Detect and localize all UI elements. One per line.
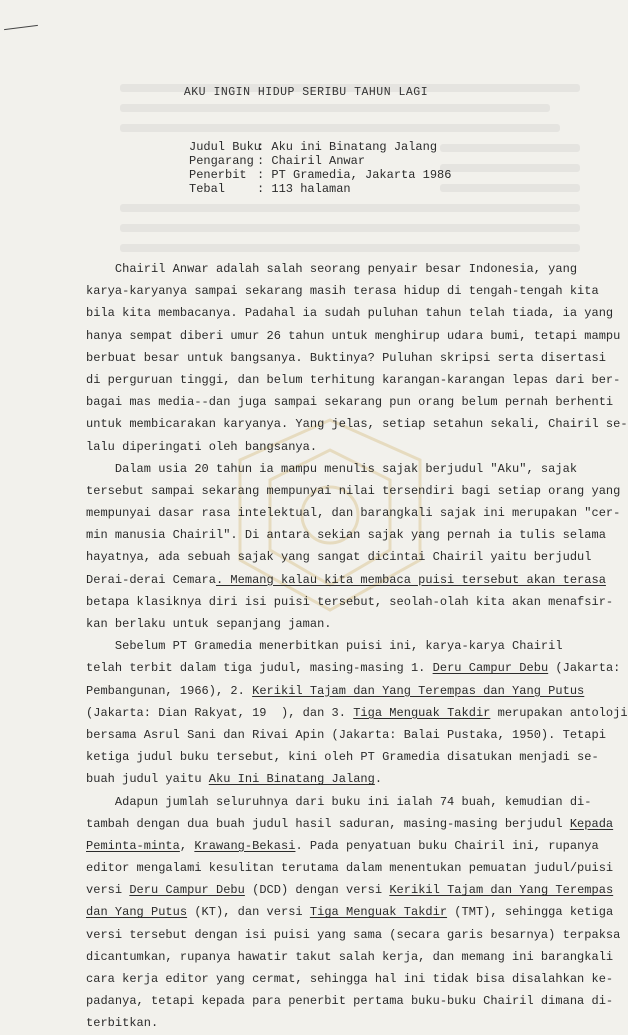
- text-segment: berbuat besar untuk bangsanya. Buktinya? Puluhan skripsi serta disertasi: [86, 350, 606, 365]
- text-segment: (Jakarta: Dian Rakyat, 19 ), dan 3.: [86, 705, 354, 720]
- text-segment: .: [374, 772, 383, 787]
- text-segment: Derai-derai Cemara: [86, 572, 216, 587]
- bleed-through: [440, 184, 580, 192]
- text-segment: bila kita membacanya. Padahal ia sudah puluhan tahun telah tiada, ia yang: [86, 306, 614, 321]
- text-segment: Chairil Anwar adalah salah seorang penyair besar Indonesia, yang: [86, 262, 578, 276]
- text-segment: hayatnya, ada sebuah sajak yang sangat dicintai Chairil yaitu berjudul: [86, 550, 592, 565]
- text-segment: ketiga judul buku tersebut, kini oleh PT Gramedia disatukan menjadi se-: [86, 750, 599, 765]
- book-info-row: [189, 140, 451, 154]
- text-line: [86, 901, 614, 923]
- text-line: [86, 347, 606, 369]
- text-segment: untuk membicarakan karyanya. Yang jelas, setiap setahun sekali, Chairil se-: [86, 417, 628, 432]
- book-info-key: Judul Buku: [189, 140, 262, 154]
- text-line: [86, 724, 606, 746]
- text-segment: merupakan antoloji: [490, 705, 628, 720]
- text-line: [86, 413, 628, 435]
- book-info-key: Tebal: [189, 182, 226, 196]
- text-segment: (KT), dan versi: [187, 905, 310, 920]
- pencil-mark: [4, 25, 38, 30]
- book-info-key: Penerbit: [189, 168, 247, 182]
- text-line: [86, 879, 614, 901]
- text-segment: hanya sempat diberi umur 26 tahun untuk menghirup udara bumi, tetapi mampu: [86, 328, 621, 343]
- text-segment: buah judul yaitu: [86, 772, 209, 787]
- text-segment: Adapun jumlah seluruhnya dari buku ini ialah 74 buah, kemudian di-: [86, 794, 592, 809]
- text-line: [86, 657, 621, 679]
- text-line: [86, 524, 606, 546]
- book-info-row: [189, 154, 451, 168]
- article-body: [86, 258, 628, 1035]
- book-title-reference: Peminta-minta: [86, 838, 180, 853]
- text-segment: bagai mas media--dan juga sampai sekarang pun orang belum pernah berhenti: [86, 395, 614, 410]
- paragraph: [86, 258, 628, 458]
- book-info-block: [189, 140, 451, 196]
- text-segment: versi: [86, 883, 130, 898]
- text-segment: Sebelum PT Gramedia menerbitkan puisi ini, karya-karya Chairil: [86, 639, 563, 654]
- book-info-value: Aku ini Binatang Jalang: [271, 140, 438, 154]
- book-title-reference: Kepada: [569, 816, 614, 831]
- bleed-through: [120, 124, 560, 132]
- document-title: AKU INGIN HIDUP SERIBU TAHUN LAGI: [183, 86, 429, 99]
- book-info-value: 113 halaman: [271, 182, 351, 196]
- book-title-reference: Krawang-Bekasi: [194, 838, 296, 853]
- book-title-reference: Kerikil Tajam dan Yang Terempas dan Yang Putus: [252, 683, 585, 698]
- book-info-value: Chairil Anwar: [271, 154, 366, 168]
- text-line: [86, 791, 592, 813]
- text-segment: karya-karyanya sampai sekarang masih terasa hidup di tengah-tengah kita: [86, 284, 599, 299]
- book-title-reference: dan Yang Putus: [86, 905, 188, 920]
- text-line: [86, 591, 614, 613]
- book-title-reference: Kerikil Tajam dan Yang Terempas: [389, 883, 614, 898]
- text-segment: . Pada penyatuan buku Chairil ini, rupanya: [295, 838, 599, 853]
- book-info-key: Pengarang: [189, 154, 254, 168]
- paragraph: [86, 458, 621, 636]
- book-title-reference: Aku Ini Binatang Jalang: [208, 772, 375, 787]
- text-line: [86, 813, 614, 835]
- text-segment: editor mengalami kesulitan terutama dalam menentukan pemuatan judul/puisi: [86, 861, 614, 876]
- paragraph: [86, 791, 621, 1035]
- text-segment: lalu diperingati oleh bangsanya.: [86, 439, 318, 454]
- text-line: [86, 680, 584, 702]
- text-line: [86, 946, 614, 968]
- text-segment: (TMT), sehingga ketiga: [447, 905, 614, 920]
- text-segment: (Jakarta:: [548, 661, 621, 676]
- text-line: [86, 458, 584, 480]
- text-segment: dicantumkan, rupanya hawatir takut salah kerja, dan memang ini barangkali: [86, 949, 614, 964]
- book-title-reference: Deru Campur Debu: [432, 661, 549, 676]
- text-line: [86, 1012, 584, 1034]
- text-line: [86, 502, 621, 524]
- text-line: [86, 990, 614, 1012]
- text-line: [86, 857, 614, 879]
- bleed-through: [440, 164, 580, 172]
- bleed-through: [120, 104, 550, 112]
- text-segment: ,: [179, 838, 195, 853]
- book-info-row: [189, 168, 451, 182]
- separator: :: [257, 140, 272, 154]
- text-segment: min manusia Chairil". Di antara sekian sajak yang pernah ia tulis selama: [86, 528, 606, 543]
- text-line: [86, 569, 606, 591]
- text-segment: (DCD) dengan versi: [244, 883, 390, 898]
- book-info-value: PT Gramedia, Jakarta 1986: [271, 168, 452, 182]
- book-title-reference: Tiga Menguak Takdir: [309, 905, 448, 920]
- text-line: [86, 436, 584, 458]
- text-line: [86, 746, 599, 768]
- text-segment: betapa klasiknya diri isi puisi tersebut, seolah-olah kita akan menafsir-: [86, 594, 614, 609]
- text-segment: Dalam usia 20 tahun ia mampu menulis sajak berjudul "Aku", sajak: [86, 461, 578, 476]
- text-line: [86, 613, 584, 635]
- text-segment: Pembangunan, 1966), 2.: [86, 683, 253, 698]
- text-segment: mempunyai dasar rasa intelektual, dan barangkali sajak ini merupakan "cer-: [86, 506, 621, 521]
- text-segment: kan berlaku untuk sepanjang jaman.: [86, 617, 332, 631]
- bleed-through: [120, 204, 580, 212]
- text-segment: telah terbit dalam tiga judul, masing-masing 1.: [86, 661, 433, 676]
- book-title-reference: Tiga Menguak Takdir: [353, 705, 491, 720]
- text-line: [86, 480, 621, 502]
- text-segment: di perguruan tinggi, dan belum terhitung karangan-karangan lepas dari ber-: [86, 372, 621, 387]
- text-line: [86, 325, 621, 347]
- bleed-through: [120, 244, 580, 252]
- text-line: [86, 768, 584, 790]
- text-segment: terbitkan.: [86, 1016, 159, 1031]
- text-line: [86, 280, 599, 302]
- text-segment: versi tersebut dengan isi puisi yang sama (secara garis besarnya) terpaksa: [86, 927, 621, 942]
- bleed-through: [120, 224, 580, 232]
- text-segment: tambah dengan dua buah judul hasil saduran, masing-masing berjudul: [86, 816, 570, 831]
- separator: :: [257, 168, 272, 182]
- book-info-row: [189, 182, 451, 196]
- text-line: [86, 968, 614, 990]
- text-line: [86, 924, 621, 946]
- text-line: [86, 391, 614, 413]
- text-segment: bersama Asrul Sani dan Rivai Apin (Jakarta: Balai Pustaka, 1950). Tetapi: [86, 727, 606, 742]
- text-segment: cara kerja editor yang cermat, sehingga hal ini tidak bisa disalahkan ke-: [86, 972, 614, 986]
- text-segment: tersebut sampai sekarang mempunyai nilai tersendiri bagi setiap orang yang: [86, 483, 621, 498]
- book-title-reference: . Memang kalau kita membaca puisi tersebut akan terasa: [215, 572, 606, 587]
- text-line: [86, 369, 621, 391]
- separator: :: [257, 182, 272, 196]
- text-line: [86, 302, 614, 324]
- book-title-reference: Deru Campur Debu: [129, 883, 245, 898]
- text-line: [86, 835, 599, 857]
- text-line: [86, 702, 628, 724]
- text-line: [86, 635, 584, 657]
- text-segment: padanya, tetapi kepada para penerbit pertama buku-buku Chairil dimana di-: [86, 994, 614, 1009]
- paragraph: [86, 635, 628, 790]
- bleed-through: [440, 144, 580, 152]
- separator: :: [257, 154, 272, 168]
- text-line: [86, 258, 584, 280]
- text-line: [86, 546, 592, 568]
